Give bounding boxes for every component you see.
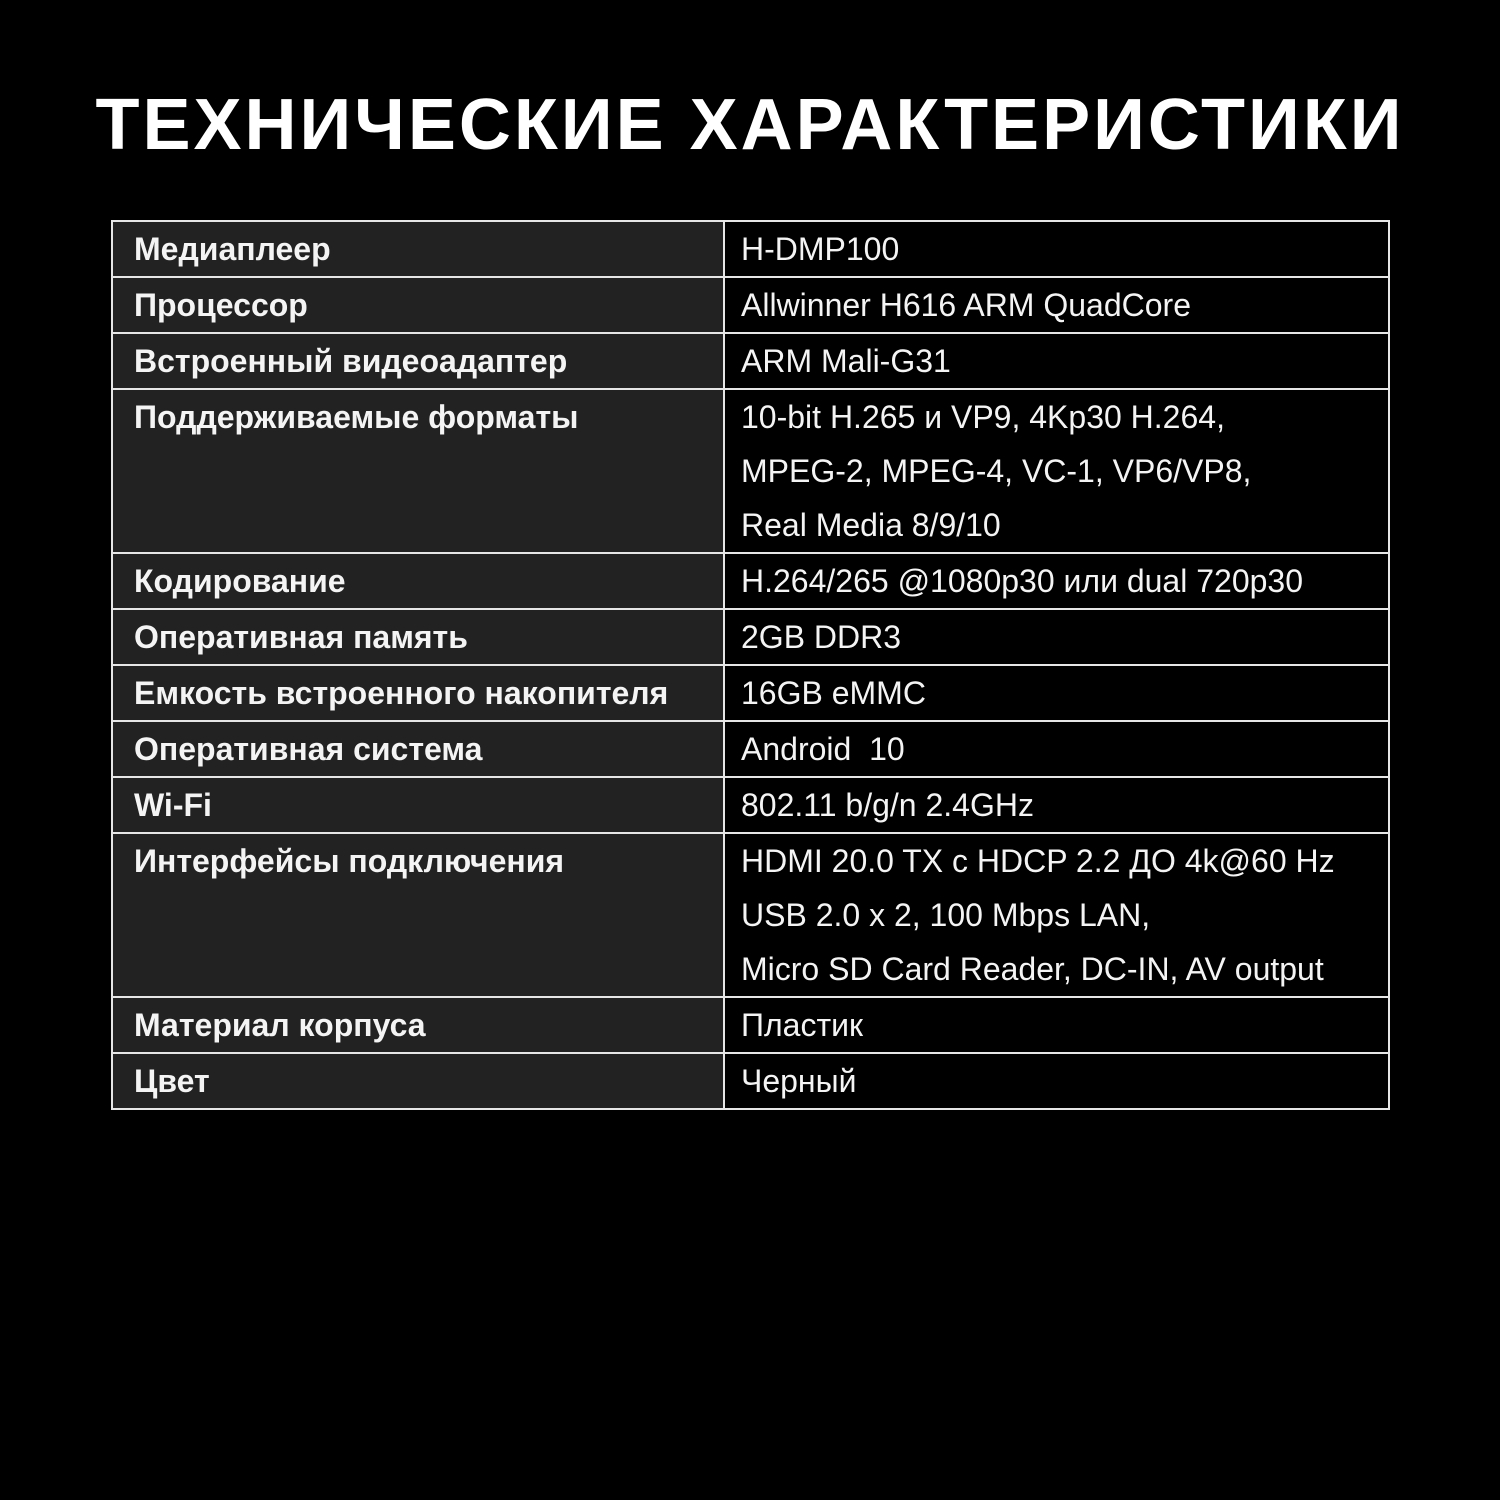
spec-label: Встроенный видеоадаптер xyxy=(112,333,724,389)
spec-value-line: Android 10 xyxy=(741,731,905,767)
spec-value-line: 10-bit H.265 и VP9, 4Kp30 H.264, xyxy=(741,399,1225,435)
table-row xyxy=(112,609,1389,665)
spec-label: Оперативная память xyxy=(112,609,724,665)
spec-label: Материал корпуса xyxy=(112,997,724,1053)
spec-label: Цвет xyxy=(112,1053,724,1109)
spec-value-line: USB 2.0 x 2, 100 Mbps LAN, xyxy=(741,897,1151,933)
spec-value xyxy=(724,389,1389,553)
spec-label: Емкость встроенного накопителя xyxy=(112,665,724,721)
spec-value xyxy=(724,277,1389,333)
spec-value-line: ARM Mali-G31 xyxy=(741,343,951,379)
table-row xyxy=(112,333,1389,389)
table-row xyxy=(112,665,1389,721)
spec-value xyxy=(724,833,1389,997)
page-title: ТЕХНИЧЕСКИЕ ХАРАКТЕРИСТИКИ xyxy=(95,85,1405,165)
spec-value-line: Micro SD Card Reader, DC-IN, AV output xyxy=(741,951,1324,987)
specifications-table xyxy=(111,220,1390,1110)
spec-label: Медиаплеер xyxy=(112,221,724,277)
table-row xyxy=(112,221,1389,277)
spec-value xyxy=(724,665,1389,721)
spec-label: Кодирование xyxy=(112,553,724,609)
spec-value-line: Real Media 8/9/10 xyxy=(741,507,1001,543)
table-row xyxy=(112,777,1389,833)
table-row xyxy=(112,389,1389,553)
spec-value-line: MPEG-2, MPEG-4, VC-1, VP6/VP8, xyxy=(741,453,1252,489)
spec-value-line: Пластик xyxy=(741,1007,863,1043)
spec-label: Оперативная система xyxy=(112,721,724,777)
spec-label: Интерфейсы подключения xyxy=(112,833,724,997)
table-row xyxy=(112,833,1389,997)
spec-value xyxy=(724,721,1389,777)
spec-value-line: H-DMP100 xyxy=(741,231,900,267)
spec-value xyxy=(724,609,1389,665)
spec-value-line: 16GB eMMC xyxy=(741,675,926,711)
table-row xyxy=(112,1053,1389,1109)
spec-value xyxy=(724,777,1389,833)
spec-value-line: H.264/265 @1080p30 или dual 720p30 xyxy=(741,563,1303,599)
spec-value-line: HDMI 20.0 TX с HDCP 2.2 ДО 4k@60 Hz xyxy=(741,843,1335,879)
spec-value xyxy=(724,221,1389,277)
table-row xyxy=(112,553,1389,609)
spec-value-line: 2GB DDR3 xyxy=(741,619,902,655)
spec-value-line: Allwinner H616 ARM QuadCore xyxy=(741,287,1191,323)
spec-value-line: 802.11 b/g/n 2.4GHz xyxy=(741,787,1034,823)
spec-label: Wi-Fi xyxy=(112,777,724,833)
spec-value xyxy=(724,333,1389,389)
spec-value xyxy=(724,997,1389,1053)
spec-label: Поддерживаемые форматы xyxy=(112,389,724,553)
table-row xyxy=(112,721,1389,777)
table-row xyxy=(112,277,1389,333)
table-row xyxy=(112,997,1389,1053)
spec-label: Процессор xyxy=(112,277,724,333)
spec-value-line: Черный xyxy=(741,1063,857,1099)
spec-value xyxy=(724,1053,1389,1109)
spec-value xyxy=(724,553,1389,609)
